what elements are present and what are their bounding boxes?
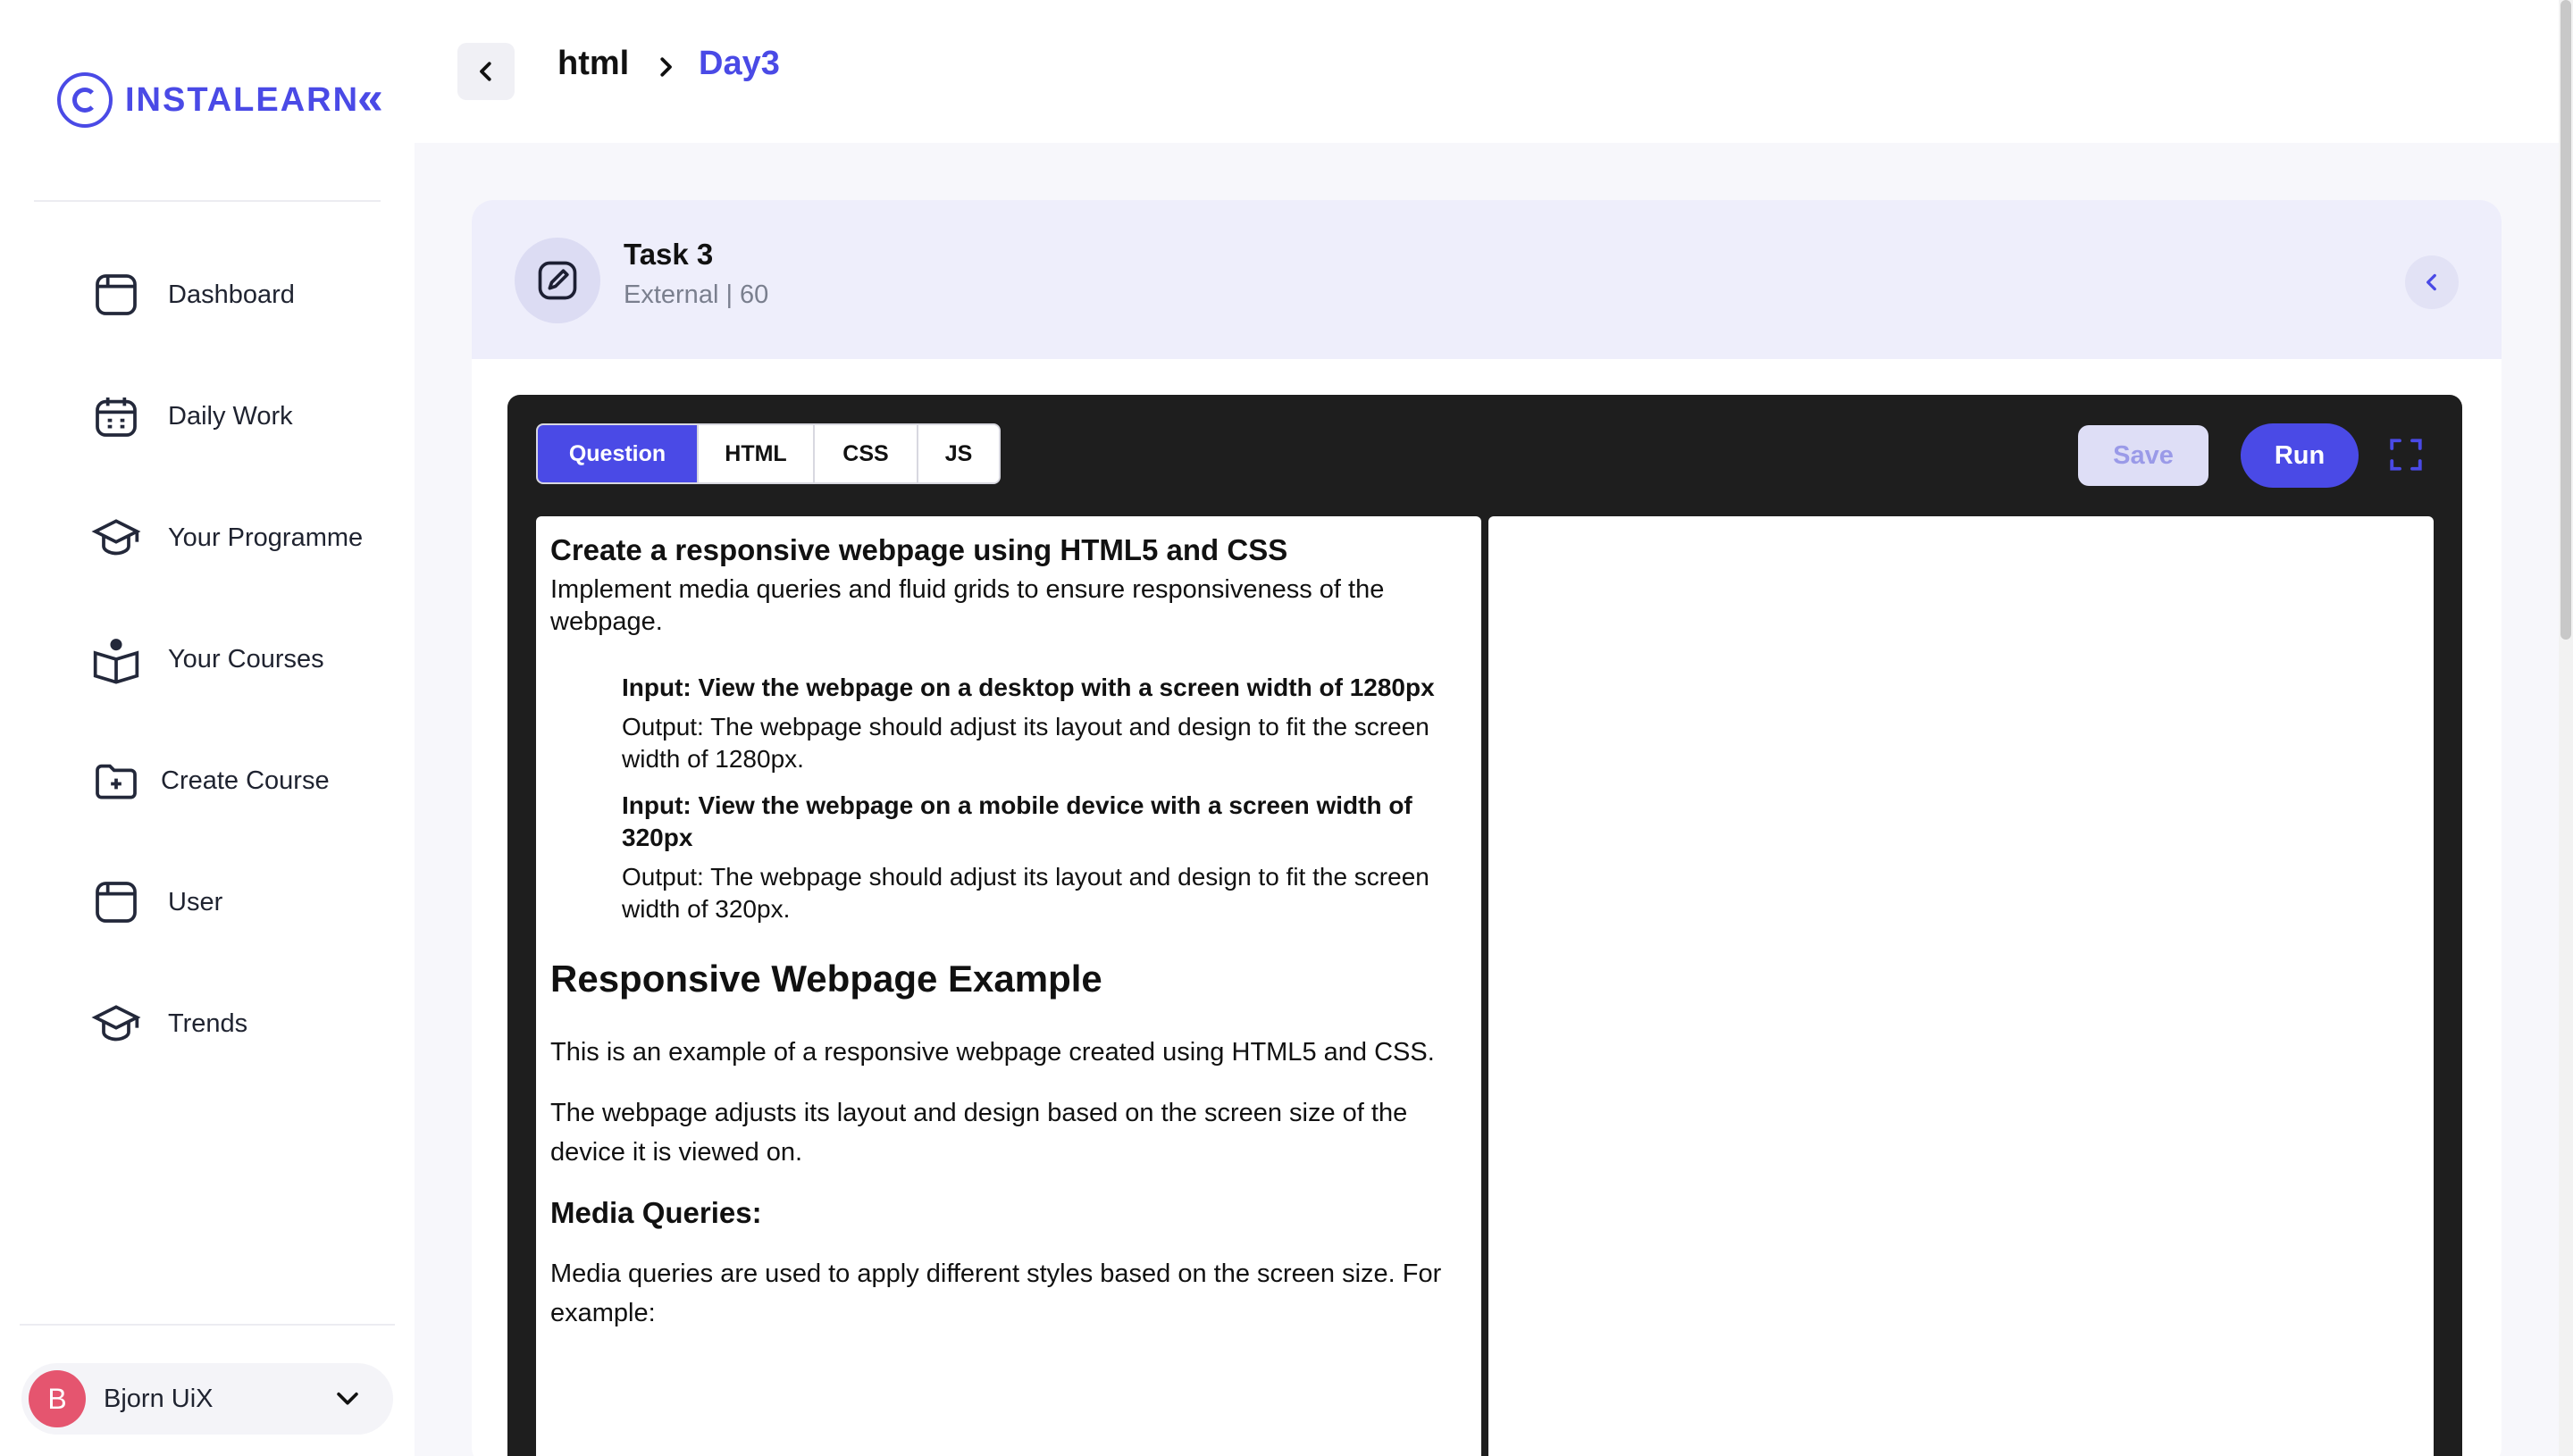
user-name: Bjorn UiX [104, 1384, 214, 1413]
collapse-sidebar-icon[interactable]: « [357, 72, 383, 124]
sidebar [0, 0, 415, 1456]
sidebar-item-label: Trends [168, 1008, 248, 1038]
fullscreen-icon[interactable] [2387, 436, 2425, 473]
sidebar-item-label: Daily Work [168, 401, 293, 431]
paragraph: This is an example of a responsive webpage created using HTML5 and CSS. [550, 1038, 1435, 1067]
code-editor-panel [507, 395, 2462, 1456]
run-button[interactable]: Run [2241, 423, 2359, 488]
sidebar-item-trends[interactable] [89, 997, 247, 1050]
dashboard-icon [89, 268, 143, 322]
chevron-right-icon [652, 54, 679, 80]
chevron-left-icon [473, 58, 499, 85]
save-button[interactable]: Save [2078, 425, 2208, 486]
paragraph: The webpage adjusts its layout and design based on the screen size of the device it is viewed on. [550, 1099, 1408, 1167]
user-menu[interactable] [21, 1363, 393, 1435]
sidebar-item-dashboard[interactable] [89, 268, 295, 322]
brand-name: INSTALEARN [125, 80, 360, 119]
sidebar-item-daily-work[interactable] [89, 389, 293, 443]
graduation-cap-icon [89, 511, 143, 565]
brand-logo[interactable] [57, 71, 359, 129]
task-subtitle: External | 60 [624, 280, 769, 309]
tab-js[interactable]: JS [918, 425, 999, 482]
sidebar-item-your-courses[interactable] [89, 632, 324, 686]
output-preview-pane[interactable] [1488, 516, 2434, 1456]
examples-list [622, 672, 1467, 925]
back-button[interactable] [457, 43, 515, 100]
sidebar-item-user[interactable] [89, 875, 222, 929]
sidebar-item-your-programme[interactable] [89, 511, 363, 565]
section-heading: Responsive Webpage Example [550, 958, 1102, 1000]
edit-icon [515, 238, 600, 323]
sidebar-item-label: User [168, 887, 223, 916]
scrollbar-thumb[interactable] [2560, 0, 2571, 640]
graduation-cap-icon [89, 997, 143, 1050]
breadcrumb-current: Day3 [699, 45, 780, 82]
task-header [472, 200, 2502, 359]
sidebar-item-label: Your Courses [168, 644, 324, 674]
question-pane[interactable] [536, 516, 1481, 1456]
folder-plus-icon [89, 754, 143, 807]
sidebar-item-label: Your Programme [168, 523, 364, 552]
sidebar-item-label: Dashboard [168, 280, 295, 309]
tab-css[interactable]: CSS [815, 425, 918, 482]
chevron-down-icon[interactable] [332, 1383, 363, 1413]
example-input: Input: View the webpage on a mobile device with a screen width of 320px [622, 791, 1412, 851]
sidebar-divider [20, 1324, 395, 1326]
question-title: Create a responsive webpage using HTML5 and CSS [550, 533, 1288, 566]
breadcrumb-parent[interactable]: html [557, 45, 630, 82]
avatar: B [29, 1370, 86, 1427]
logo-icon [57, 72, 113, 128]
task-card [472, 200, 2502, 1456]
sidebar-divider [34, 200, 381, 202]
example-input: Input: View the webpage on a desktop with a screen width of 1280px [622, 674, 1435, 701]
tab-question[interactable]: Question [538, 425, 699, 482]
subheading: Media Queries: [550, 1196, 762, 1229]
page-scrollbar[interactable] [2559, 0, 2573, 1456]
calendar-icon [89, 389, 143, 443]
top-bar [415, 0, 2559, 143]
paragraph: Media queries are used to apply different styles based on the screen size. For example: [550, 1259, 1442, 1327]
chevron-left-icon [2420, 271, 2443, 294]
open-book-icon [89, 632, 143, 686]
editor-tabs [536, 423, 1001, 484]
sidebar-item-create-course[interactable] [89, 754, 330, 807]
question-description: Implement media queries and fluid grids to ensure responsiveness of the webpage. [550, 575, 1385, 636]
window-icon [89, 875, 143, 929]
main-content [415, 143, 2559, 1456]
example-output: Output: The webpage should adjust its layout and design to fit the screen width of 320px. [622, 863, 1429, 923]
task-title: Task 3 [624, 238, 714, 271]
sidebar-item-label: Create Course [161, 766, 330, 795]
tab-html[interactable]: HTML [699, 425, 815, 482]
task-collapse-button[interactable] [2405, 255, 2459, 309]
example-output: Output: The webpage should adjust its layout and design to fit the screen width of 1280px. [622, 713, 1429, 773]
